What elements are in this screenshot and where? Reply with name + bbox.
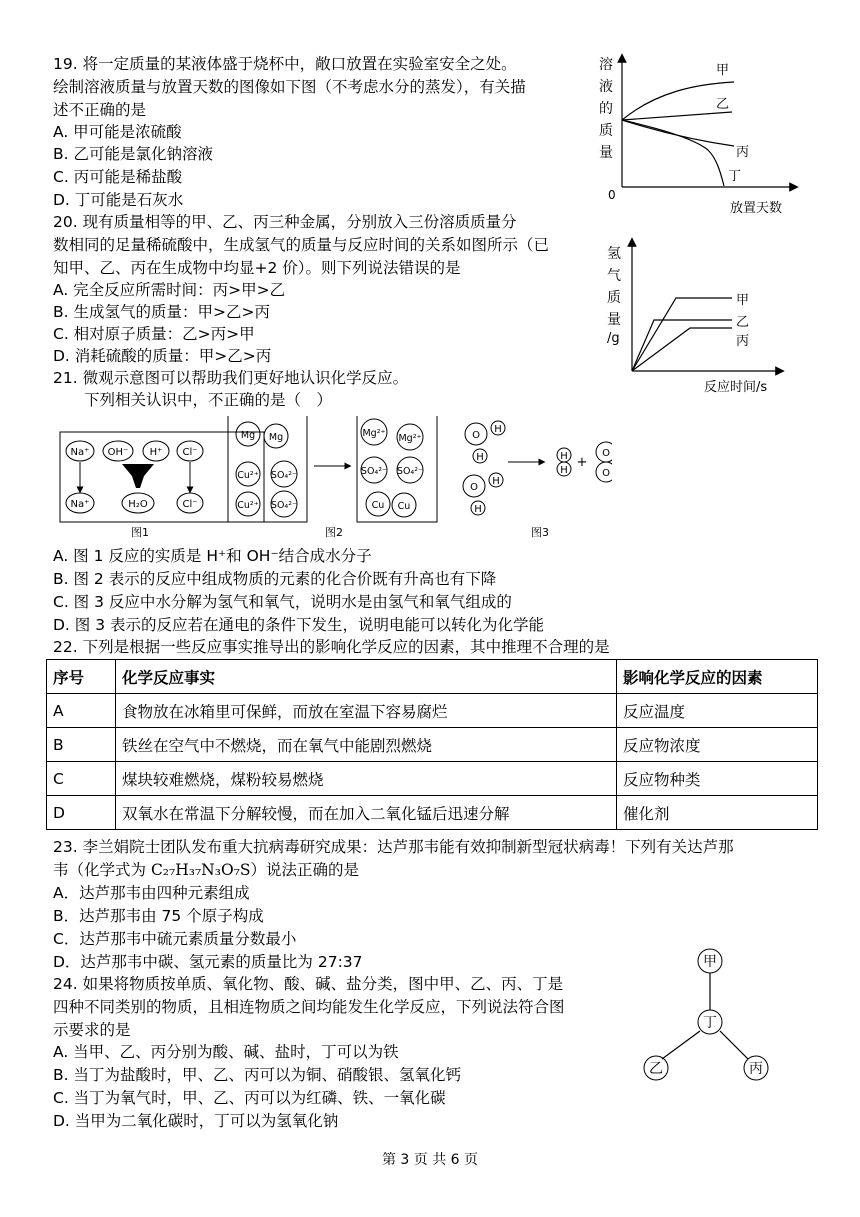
q20-label-jia: 甲 — [736, 293, 750, 308]
fig2-after-mg-ion: Mg²⁺ — [398, 433, 422, 444]
q19-ylabel-char: 液 — [599, 79, 613, 95]
cell-fact: 煤块较难燃烧，煤粉较易燃烧 — [116, 762, 617, 796]
cell-fact: 铁丝在空气中不燃烧，而在氧气中能剧烈燃烧 — [116, 728, 617, 762]
q20-ylabel-char: 氢 — [607, 246, 621, 262]
q24-stem-line-3: 示要求的是 — [53, 1021, 131, 1039]
fig2-before-sulfate: SO₄²⁻ — [270, 470, 298, 481]
q22-stem: 22. 下列是根据一些反应事实推导出的影响化学反应的因素，其中推理不合理的是 — [53, 638, 610, 656]
fig3-atom-h: H — [492, 476, 500, 487]
fig1-ion-cl: Cl⁻ — [182, 447, 198, 458]
q20-stem-line-1: 20. 现有质量相等的甲、乙、丙三种金属，分别放入三份溶质质量分 — [53, 213, 517, 231]
q23-stem-line-2 — [53, 859, 359, 881]
q20-option-a: A. 完全反应所需时间：丙>甲>乙 — [53, 281, 286, 299]
cell-factor: 反应物种类 — [617, 762, 818, 796]
fig2-after-cu: Cu — [397, 501, 411, 512]
fig3 — [463, 421, 612, 539]
table-row — [47, 728, 818, 762]
q20-ylabel-char: 质 — [607, 290, 621, 306]
q19-curve-ding — [622, 120, 724, 186]
q24-option-d: D. 当甲为二氧化碳时，丁可以为氢氧化钠 — [53, 1112, 339, 1130]
fig2-before-mg: Mg — [240, 430, 256, 441]
q20-label-yi: 乙 — [736, 315, 750, 330]
header-fact: 化学反应事实 — [116, 660, 617, 694]
q19-stem-line-2: 绘制溶液质量与放置天数的图像如下图（不考虑水分的蒸发），有关描 — [53, 78, 526, 96]
q19-option-c: C. 丙可能是稀盐酸 — [53, 168, 183, 186]
fig2-before-cu-ion: Cu²⁺ — [237, 500, 259, 511]
q20-ylabel-char: 量 — [607, 312, 621, 328]
fig2-before-mg: Mg — [268, 432, 284, 443]
fig3-atom-h: H — [494, 424, 502, 435]
q20-option-b: B. 生成氢气的质量：甲>乙>丙 — [53, 303, 270, 321]
q19-ylabel-char: 量 — [599, 145, 613, 161]
q19-stem-line-3: 述不正确的是 — [53, 101, 147, 119]
q19-label-jia: 甲 — [716, 63, 730, 78]
q24-stem-line-1: 24. 如果将物质按单质、氧化物、酸、碱、盐分类，图中甲、乙、丙、丁是 — [53, 975, 564, 993]
fig2-caption: 图2 — [325, 526, 343, 539]
q19-label-bing: 丙 — [736, 145, 750, 160]
q19-option-b: B. 乙可能是氯化钠溶液 — [53, 145, 213, 163]
q23-stem-line-1: 23. 李兰娟院士团队发布重大抗病毒研究成果：达芦那韦能有效抑制新型冠状病毒！下列有关达芦那 — [53, 838, 734, 856]
node-ding-label: 丁 — [703, 1015, 717, 1031]
table-row — [47, 796, 818, 830]
fig1-product-na: Na⁺ — [70, 499, 90, 510]
q19-label-ding: 丁 — [728, 169, 742, 184]
q19-graph — [596, 52, 806, 217]
q23-stem-pre: 韦（化学式为 — [53, 861, 151, 879]
q19-option-d: D. 丁可能是石灰水 — [53, 191, 184, 209]
fig3-atom-h: H — [476, 452, 484, 463]
q23-option-a: A．达芦那韦由四种元素组成 — [53, 884, 250, 902]
q19-ylabel-char: 质 — [599, 123, 613, 139]
q21-option-b: B. 图 2 表示的反应中组成物质的元素的化合价既有升高也有下降 — [53, 570, 497, 588]
fig1-product-cl: Cl⁻ — [182, 499, 198, 510]
cell-factor: 反应物浓度 — [617, 728, 818, 762]
fig1-product-water: H₂O — [128, 499, 148, 510]
fig1-ion-na: Na⁺ — [70, 447, 90, 458]
q20-label-bing: 丙 — [736, 334, 750, 349]
cell-factor: 反应温度 — [617, 694, 818, 728]
table-row — [47, 694, 818, 728]
q19-ylabel-char: 溶 — [599, 57, 613, 73]
q19-xlabel: 放置天数 — [730, 201, 783, 216]
q24-diagram — [636, 944, 776, 1089]
q20-ylabel-char: /g — [607, 331, 620, 346]
q24-option-b: B. 当丁为盐酸时，甲、乙、丙可以为铜、硝酸银、氢氧化钙 — [53, 1066, 461, 1084]
q24-option-c: C. 当丁为氧气时，甲、乙、丙可以为红磷、铁、一氧化碳 — [53, 1089, 446, 1107]
fig3-atom-o: O — [602, 448, 610, 459]
q20-stem-line-2: 数相同的足量稀硫酸中，生成氢气的质量与反应时间的关系如图所示（已 — [53, 236, 550, 254]
q21-figures — [52, 410, 612, 540]
q23-stem-post: ）说法正确的是 — [250, 861, 359, 879]
fig3-atom-o: O — [602, 468, 610, 479]
fig2-after-sulfate: SO₄²⁻ — [396, 466, 424, 477]
q19-option-a: A. 甲可能是浓硫酸 — [53, 123, 182, 141]
q20-option-d: D. 消耗硫酸的质量：甲>乙>丙 — [53, 347, 272, 365]
q20-line-bing — [632, 328, 732, 371]
q23-option-b: B．达芦那韦由 75 个原子构成 — [53, 907, 264, 925]
fig3-plus: + — [576, 455, 588, 470]
q20-ylabel-char: 气 — [607, 268, 621, 284]
q20-option-c: C. 相对原子质量：乙>丙>甲 — [53, 325, 255, 343]
fig3-atom-o: O — [470, 482, 478, 493]
table-row — [47, 762, 818, 796]
q21-stem-line-1: 21. 微观示意图可以帮助我们更好地认识化学反应。 — [53, 369, 409, 387]
fig1-caption: 图1 — [131, 526, 149, 539]
node-yi-label: 乙 — [649, 1061, 663, 1077]
q19-curve-yi — [622, 112, 732, 120]
header-index: 序号 — [47, 660, 116, 694]
fig3-atom-h: H — [474, 504, 482, 515]
fig1-ion-oh: OH⁻ — [107, 447, 129, 458]
fig1-ion-h: H⁺ — [149, 447, 163, 458]
node-bing-label: 丙 — [749, 1061, 763, 1077]
cell-factor: 催化剂 — [617, 796, 818, 830]
q24-option-a: A. 当甲、乙、丙分别为酸、碱、盐时，丁可以为铁 — [53, 1043, 399, 1061]
q19-ylabel-char: 的 — [599, 101, 613, 117]
q19-origin: 0 — [608, 188, 616, 202]
q21-option-a: A. 图 1 反应的实质是 H⁺和 OH⁻结合成水分子 — [53, 547, 372, 565]
fig2-before-sulfate: SO₄²⁻ — [270, 500, 298, 511]
cell-fact: 双氧水在常温下分解较慢，而在加入二氧化锰后迅速分解 — [116, 796, 617, 830]
q22-table — [46, 659, 818, 830]
fig2-after-mg-ion: Mg²⁺ — [362, 428, 386, 439]
q24-stem-line-2: 四种不同类别的物质，且相连物质之间均能发生化学反应，下列说法符合图 — [53, 998, 565, 1016]
header-factor: 影响化学反应的因素 — [617, 660, 818, 694]
page-footer: 第 3 页 共 6 页 — [381, 1152, 479, 1168]
q21-option-d: D. 图 3 表示的反应若在通电的条件下发生，说明电能可以转化为化学能 — [53, 616, 545, 634]
q20-graph — [604, 234, 794, 394]
table-header-row — [47, 660, 818, 694]
fig2-before-cu-ion: Cu²⁺ — [237, 470, 259, 481]
fig2 — [228, 416, 437, 539]
fig1 — [60, 432, 264, 539]
cell-fact: 食物放在冰箱里可保鲜，而放在室温下容易腐烂 — [116, 694, 617, 728]
fig2-after-cu: Cu — [371, 500, 385, 511]
q21-option-c: C. 图 3 反应中水分解为氢气和氧气，说明水是由氢气和氧气组成的 — [53, 593, 512, 611]
q23-option-c: C．达芦那韦中硫元素质量分数最小 — [53, 930, 297, 948]
fig3-caption: 图3 — [531, 526, 549, 539]
q20-xlabel: 反应时间/s — [704, 380, 768, 394]
q19-stem-line-1: 19. 将一定质量的某液体盛于烧杯中，敞口放置在实验室安全之处。 — [53, 55, 517, 73]
q19-label-yi: 乙 — [716, 97, 730, 112]
fig2-after-sulfate: SO₄²⁻ — [360, 466, 388, 477]
q23-option-d: D．达芦那韦中碳、氢元素的质量比为 27:37 — [53, 953, 363, 971]
fig3-atom-h: H — [560, 465, 568, 476]
cell-index: C — [47, 762, 116, 796]
cell-index: B — [47, 728, 116, 762]
q21-stem-line-2: 下列相关认识中，不正确的是（ ） — [84, 391, 333, 409]
fig3-atom-h: H — [560, 451, 568, 462]
q23-formula: C₂₇H₃₇N₃O₇S — [150, 861, 251, 879]
cell-index: D — [47, 796, 116, 830]
node-jia-label: 甲 — [703, 954, 717, 970]
fig3-atom-o: O — [472, 430, 480, 441]
cell-index: A — [47, 694, 116, 728]
q20-stem-line-3: 知甲、乙、丙在生成物中均显+2 价）。则下列说法错误的是 — [53, 259, 461, 277]
